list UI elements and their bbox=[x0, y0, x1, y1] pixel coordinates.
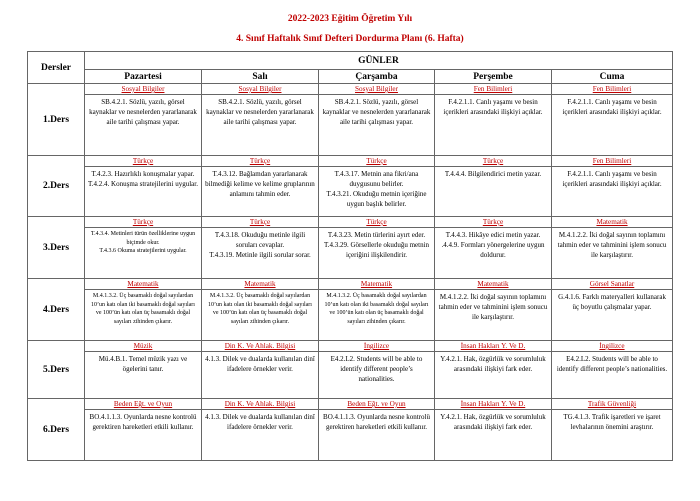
plan-body bbox=[28, 84, 673, 461]
learning-objective: 4.1.3. Dilek ve dualarda kullanılan dinî ifadelere örnekler verir. bbox=[202, 410, 319, 461]
learning-objective: F.4.2.1.1. Canlı yaşamı ve besin içerikleri arasındaki ilişkiyi açıklar. bbox=[552, 167, 673, 217]
subject-name: Görsel Sanatlar bbox=[552, 279, 673, 290]
learning-objective: F.4.2.1.1. Canlı yaşamı ve besin içerikleri arasındaki ilişkiyi açıklar. bbox=[552, 95, 673, 156]
learning-objective: T.4.3.12. Bağlamdan yararlanarak bilmediği kelime ve kelime gruplarının anlamını tahmin eder. bbox=[202, 167, 319, 217]
learning-objective: F.4.2.1.1. Canlı yaşamı ve besin içerikleri arasındaki ilişkiyi açıklar. bbox=[435, 95, 552, 156]
header-dersler: Dersler bbox=[28, 52, 85, 84]
day-header-pazartesi: Pazartesi bbox=[85, 70, 202, 84]
day-header-carsamba: Çarşamba bbox=[319, 70, 435, 84]
learning-objective: 4.1.3. Dilek ve dualarda kullanılan dinî ifadelere örnekler verir. bbox=[202, 352, 319, 399]
subject-name: İngilizce bbox=[552, 341, 673, 352]
subject-name: Müzik bbox=[85, 341, 202, 352]
learning-objective: E4.2.L2. Students will be able to identify different people’s nationalities. bbox=[552, 352, 673, 399]
subject-name: Türkçe bbox=[202, 156, 319, 167]
subject-name: Din K. Ve Ahlak. Bilgisi bbox=[202, 399, 319, 410]
lesson-label: 4.Ders bbox=[28, 279, 85, 341]
learning-objective: TG.4.1.3. Trafik işaretleri ve işaret levhalarının önemini araştırır. bbox=[552, 410, 673, 461]
learning-objective: M.4.1.2.2. İki doğal sayının toplamını tahmin eder ve tahminini işlem sonucu ile karşılaştırır. bbox=[552, 228, 673, 279]
subject-name: Türkçe bbox=[319, 156, 435, 167]
subject-name: Beden Eğt. ve Oyun bbox=[319, 399, 435, 410]
subject-name: Türkçe bbox=[202, 217, 319, 228]
subject-name: Türkçe bbox=[85, 217, 202, 228]
subject-name: Matematik bbox=[552, 217, 673, 228]
learning-objective: BO.4.1.1.3. Oyunlarda nesne kontrolü gerektiren hareketleri etkili kullanır. bbox=[319, 410, 435, 461]
learning-objective: T.4.3.4. Metinleri türün özelliklerine uygun biçimde okur. T.4.3.6 Okuma stratejilerini uygular. bbox=[85, 228, 202, 279]
subject-name: İnsan Hakları Y. Ve D. bbox=[435, 341, 552, 352]
subject-name: Sosyal Bilgiler bbox=[202, 84, 319, 95]
learning-objective: T.4.3.23. Metin türlerini ayırt eder. T.4.3.29. Görsellerle okuduğu metnin içeriğini ilişkilendirir. bbox=[319, 228, 435, 279]
subject-name: Fen Bilimleri bbox=[552, 156, 673, 167]
subject-name: Türkçe bbox=[85, 156, 202, 167]
document-subtitle: 4. Sınıf Haftalık Sınıf Defteri Dordurma Planı (6. Hafta) bbox=[236, 34, 464, 44]
subject-name: Türkçe bbox=[319, 217, 435, 228]
subject-name: Fen Bilimleri bbox=[552, 84, 673, 95]
learning-objective: T.4.2.3. Hazırlıklı konuşmalar yapar. T.4.2.4. Konuşma stratejilerini uygular. bbox=[85, 167, 202, 217]
lesson-label: 3.Ders bbox=[28, 217, 85, 279]
subject-name: Sosyal Bilgiler bbox=[319, 84, 435, 95]
learning-objective: SB.4.2.1. Sözlü, yazılı, görsel kaynaklar ve nesnelerden yararlanarak aile tarihi çalışması yapar. bbox=[319, 95, 435, 156]
learning-objective: E4.2.L2. Students will be able to identify different people’s nationalities. bbox=[319, 352, 435, 399]
learning-objective: Y.4.2.1. Hak, özgürlük ve sorumluluk arasındaki ilişkiyi fark eder. bbox=[435, 410, 552, 461]
learning-objective: M.4.1.2.2. İki doğal sayının toplamını tahmin eder ve tahminini işlem sonucu ile karşılaştırır. bbox=[435, 290, 552, 341]
day-header-cuma: Cuma bbox=[552, 70, 673, 84]
subject-name: Matematik bbox=[202, 279, 319, 290]
lesson-label: 5.Ders bbox=[28, 341, 85, 399]
learning-objective: Mü.4.B.1. Temel müzik yazı ve ögelerini tanır. bbox=[85, 352, 202, 399]
weekly-plan-table bbox=[27, 51, 673, 461]
lesson-label: 6.Ders bbox=[28, 399, 85, 461]
lesson-label: 1.Ders bbox=[28, 84, 85, 156]
learning-objective: BO.4.1.1.3. Oyunlarda nesne kontrolü gerektiren hareketleri etkili kullanır. bbox=[85, 410, 202, 461]
learning-objective: T.4.3.18. Okuduğu metinle ilgili soruları cevaplar. T.4.3.19. Metinle ilgili sorular sorar. bbox=[202, 228, 319, 279]
document-title: 2022-2023 Eğitim Öğretim Yılı bbox=[287, 14, 413, 24]
learning-objective: G.4.1.6. Farklı materyalleri kullanarak üç boyutlu çalışmalar yapar. bbox=[552, 290, 673, 341]
subject-name: Din K. Ve Ahlak. Bilgisi bbox=[202, 341, 319, 352]
subject-name: Matematik bbox=[319, 279, 435, 290]
learning-objective: T.4.4.4. Bilgilendirici metin yazar. bbox=[435, 167, 552, 217]
learning-objective: M.4.1.3.2. Üç basamaklı doğal sayılardan 10’un katı olan iki basamaklı doğal sayıları ve 100’ün katı olan üç basamaklı doğal sayıları zihinden çıkarır. bbox=[319, 290, 435, 341]
subject-name: Türkçe bbox=[435, 217, 552, 228]
learning-objective: M.4.1.3.2. Üç basamaklı doğal sayılardan 10’un katı olan iki basamaklı doğal sayıları ve 100’ün katı olan üç basamaklı doğal sayıları zihinden çıkarır. bbox=[202, 290, 319, 341]
subject-name: Sosyal Bilgiler bbox=[85, 84, 202, 95]
learning-objective: SB.4.2.1. Sözlü, yazılı, görsel kaynaklar ve nesnelerden yararlanarak aile tarihi çalışması yapar. bbox=[85, 95, 202, 156]
subject-name: Matematik bbox=[85, 279, 202, 290]
subject-name: Türkçe bbox=[435, 156, 552, 167]
learning-objective: T.4.4.3. Hikâye edici metin yazar. .4.4.9. Formları yönergelerine uygun doldurur. bbox=[435, 228, 552, 279]
subject-name: Trafik Güvenliği bbox=[552, 399, 673, 410]
learning-objective: M.4.1.3.2. Üç basamaklı doğal sayılardan 10’un katı olan iki basamaklı doğal sayıları ve 100’ün katı olan üç basamaklı doğal sayıları zihinden çıkarır. bbox=[85, 290, 202, 341]
learning-objective: Y.4.2.1. Hak, özgürlük ve sorumluluk arasındaki ilişkiyi fark eder. bbox=[435, 352, 552, 399]
subject-name: İnsan Hakları Y. Ve D. bbox=[435, 399, 552, 410]
learning-objective: SB.4.2.1. Sözlü, yazılı, görsel kaynaklar ve nesnelerden yararlanarak aile tarihi çalışması yapar. bbox=[202, 95, 319, 156]
subject-name: Matematik bbox=[435, 279, 552, 290]
subject-name: Fen Bilimleri bbox=[435, 84, 552, 95]
header-gunler: GÜNLER bbox=[85, 52, 673, 70]
subject-name: Beden Eğt. ve Oyun bbox=[85, 399, 202, 410]
lesson-label: 2.Ders bbox=[28, 156, 85, 217]
subject-name: İngilizce bbox=[319, 341, 435, 352]
learning-objective: T.4.3.17. Metnin ana fikri/ana duygusunu belirler. T.4.3.21. Okuduğu metnin içeriğine uygun başlık belirler. bbox=[319, 167, 435, 217]
day-header-persembe: Perşembe bbox=[435, 70, 552, 84]
day-header-sali: Salı bbox=[202, 70, 319, 84]
